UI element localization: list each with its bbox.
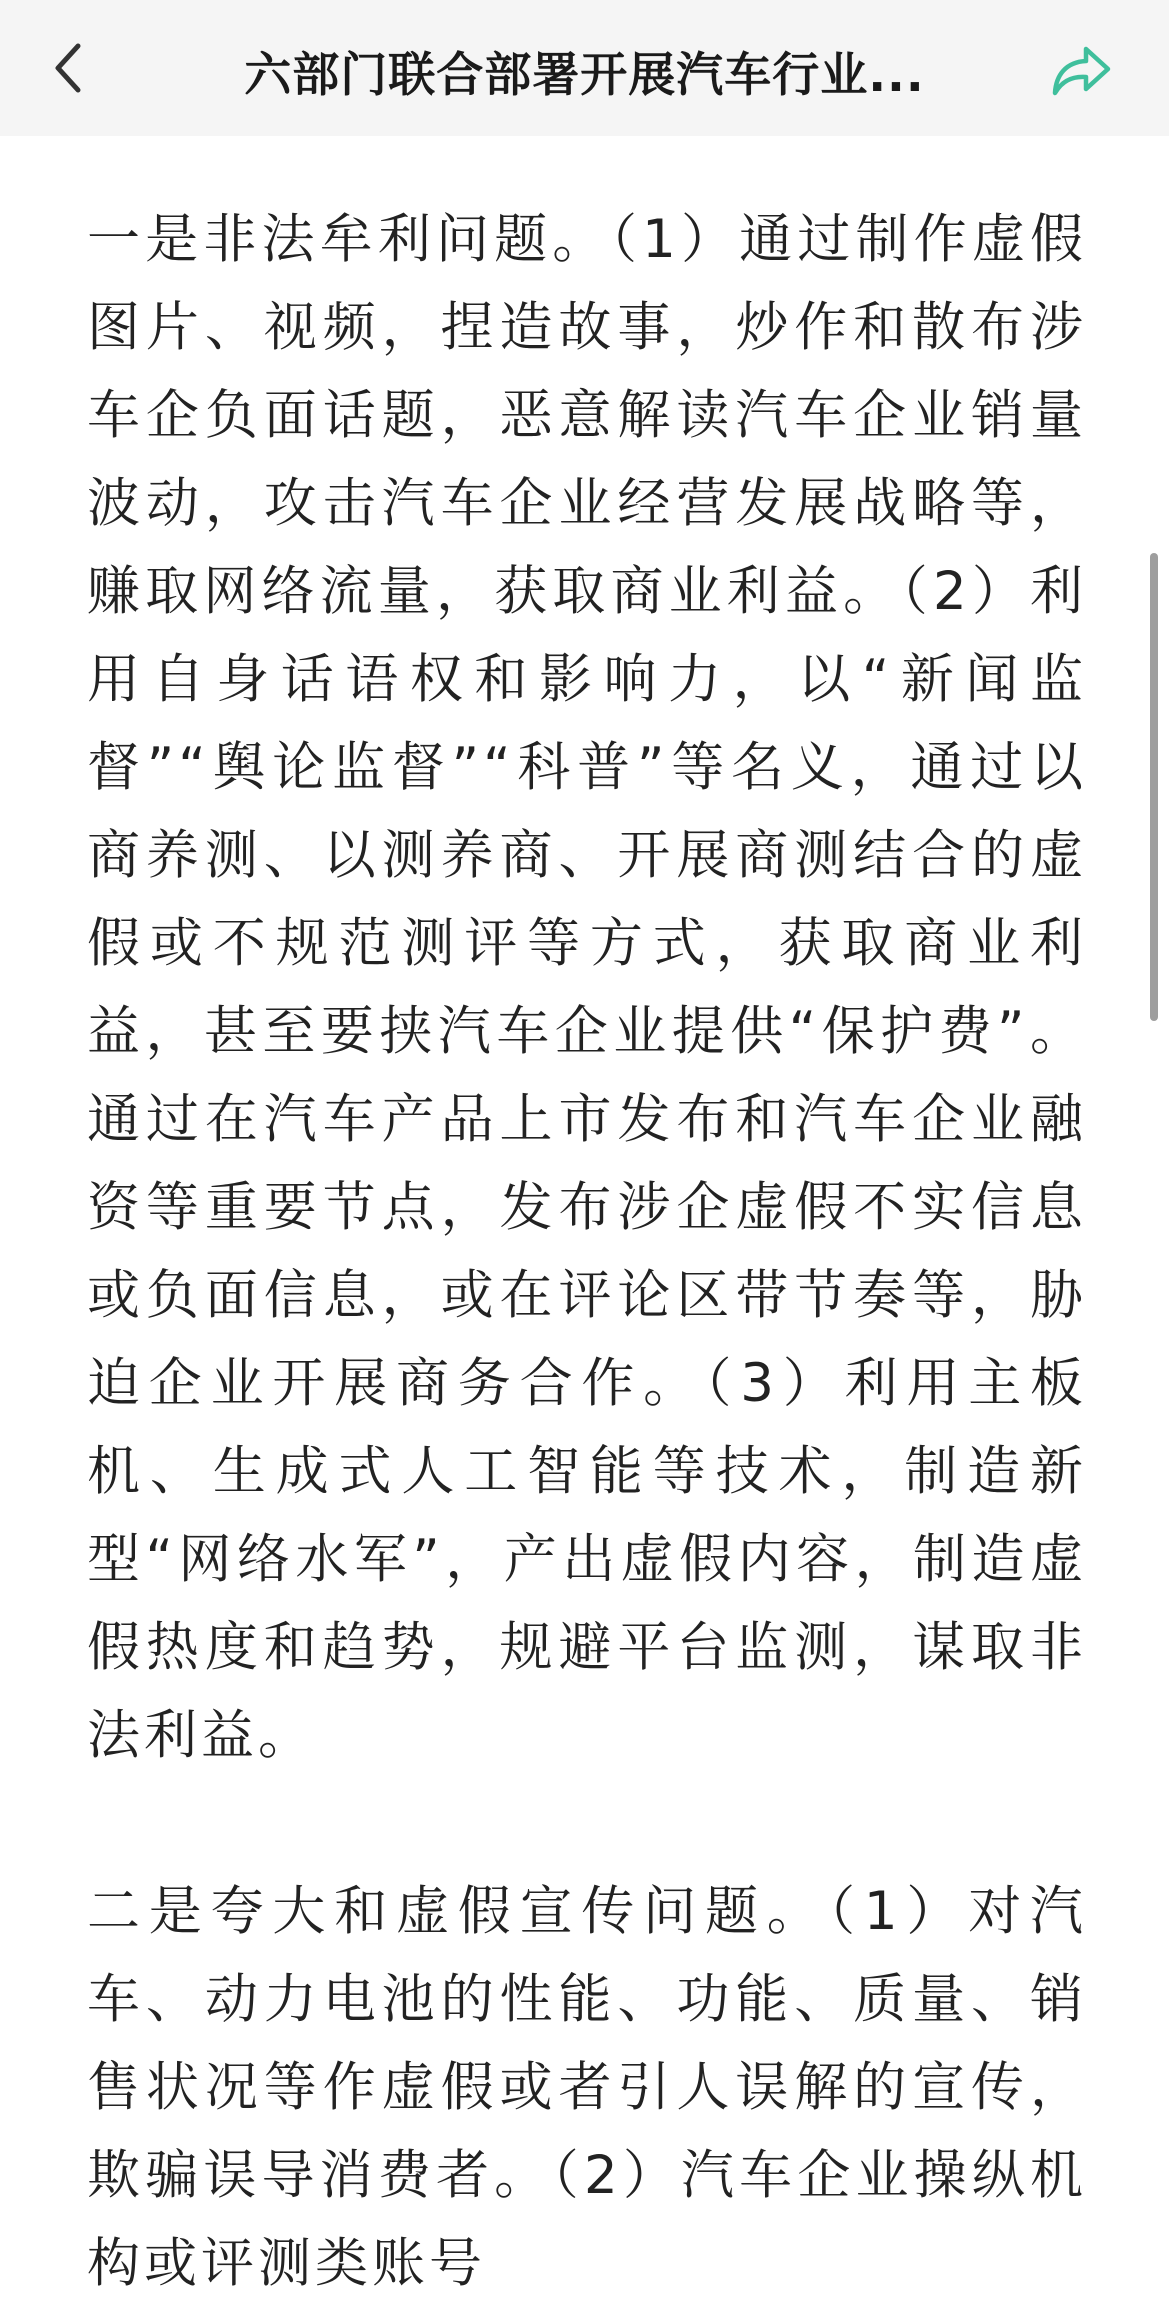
page-title: 六部门联合部署开展汽车行业... <box>244 47 925 103</box>
scrollbar[interactable] <box>1150 553 1158 1021</box>
article-body <box>87 196 1087 2308</box>
chevron-left-icon <box>48 40 88 96</box>
share-button[interactable] <box>1044 36 1120 106</box>
article-paragraph-1: 一是非法牟利问题。（1）通过制作虚假图片、视频，捏造故事，炒作和散布涉车企负面话题，恶意解读汽车企业销量波动，攻击汽车企业经营发展战略等，赚取网络流量，获取商业利益。（2）利用自身话语权和影响力，以“新闻监督”“舆论监督”“科普”等名义，通过以商养测、以测养商、开展商测结合的虚假或不规范测评等方式，获取商业利益，甚至要挟汽车企业提供“保护费”。通过在汽车产品上市发布和汽车企业融资等重要节点，发布涉企虚假不实信息或负面信息，或在评论区带节奏等，胁迫企业开展商务合作。（3）利用主板机、生成式人工智能等技术，制造新型“网络水军”，产出虚假内容，制造虚假热度和趋势，规避平台监测，谋取非法利益。 <box>87 209 1087 1766</box>
article-paragraph-2: 二是夸大和虚假宣传问题。（1）对汽车、动力电池的性能、功能、质量、销售状况等作虚假或者引人误解的宣传，欺骗误导消费者。（2）汽车企业操纵机构或评测类账号 <box>87 1881 1087 2294</box>
back-button[interactable] <box>36 36 100 100</box>
navigation-bar <box>0 0 1169 136</box>
share-arrow-icon <box>1050 43 1114 99</box>
